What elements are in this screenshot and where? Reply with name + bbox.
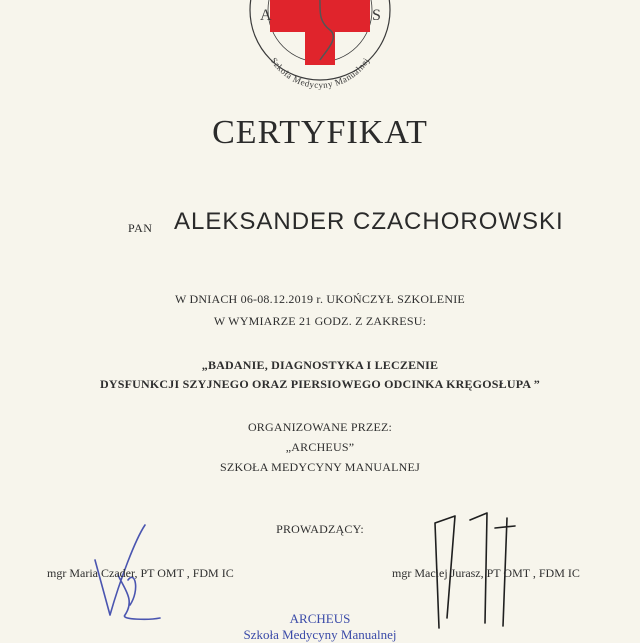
- recipient-name: ALEKSANDER CZACHOROWSKI: [174, 208, 564, 235]
- instructor-right: mgr Maciej Jurasz, PT OMT , FDM IC: [392, 566, 580, 580]
- logo-letter-left: A: [260, 7, 272, 24]
- logo-letter-right: S: [372, 7, 381, 24]
- completion-line: W DNIACH 06-08.12.2019 r. UKOŃCZYŁ SZKOLENIE: [175, 292, 465, 306]
- organizer-name: „ARCHEUS”: [285, 440, 355, 454]
- instructor-left: mgr Maria Czader, PT OMT , FDM IC: [47, 566, 234, 580]
- certificate-title: CERTYFIKAT: [212, 114, 428, 151]
- organizer-school: SZKOŁA MEDYCYNY MANUALNEJ: [220, 460, 420, 474]
- logo-arc-text: Szkoła Medycyny Manualnej: [268, 55, 372, 90]
- course-title-line1: „BADANIE, DIAGNOSTYKA I LECZENIE: [201, 358, 439, 372]
- organized-label: ORGANIZOWANE PRZEZ:: [247, 420, 393, 434]
- duration-line: W WYMIARZE 21 GODZ. Z ZAKRESU:: [213, 314, 427, 328]
- instructors-label: PROWADZĄCY:: [276, 522, 364, 536]
- school-logo: [240, 0, 400, 90]
- stamp-line2: Szkoła Medycyny Manualnej: [243, 627, 397, 642]
- stamp-line1: ARCHEUS: [289, 611, 351, 626]
- recipient-prefix: PAN: [128, 221, 153, 235]
- course-title-line2: DYSFUNKCJI SZYJNEGO ORAZ PIERSIOWEGO ODCINKA KRĘGOSŁUPA ”: [100, 377, 540, 391]
